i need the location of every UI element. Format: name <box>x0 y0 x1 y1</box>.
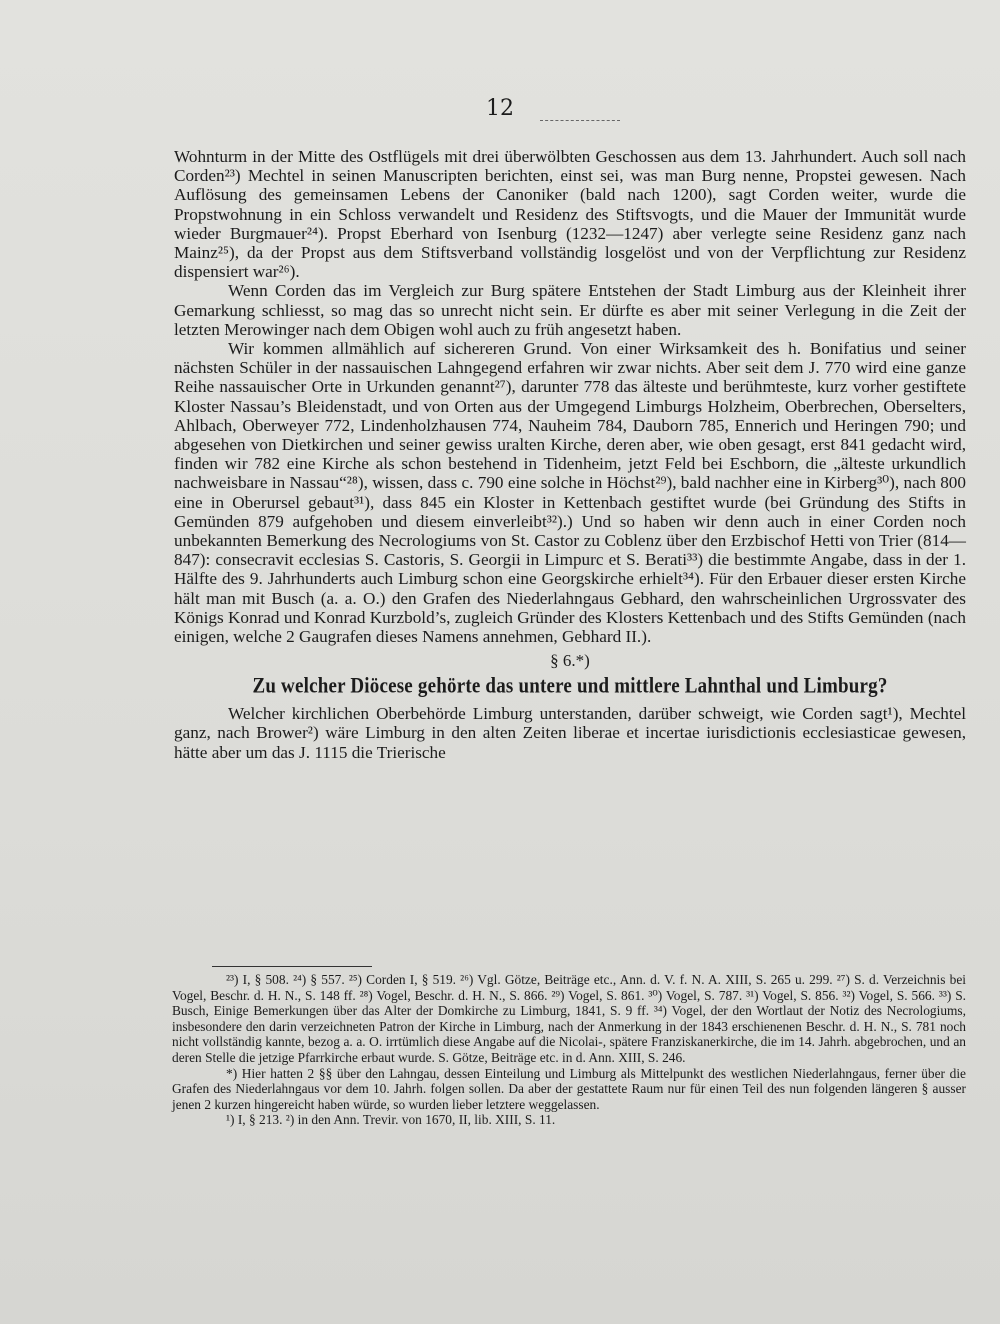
paragraph-3: Wir kommen allmählich auf sichereren Grund. Von einer Wirksamkeit des h. Bonifatius und seiner nächsten Schüler in der nassauischen Lahngegend erfahren wir zwar nichts. Aber seit dem J. 770 wird eine ganze Reihe nassauischer Orte in Urkunden genannt²⁷), darunter 778 das älteste und berühmteste, kurz vorher gestiftete Kloster Nassau’s Bleidenstadt, und von Orten aus der Umgegend Limburgs Holzheim, Oberbrechen, Oberselters, Ahlbach, Oberweyer 772, Lindenholzhausen 774, Nauheim 784, Dauborn 785, Ennerich und Heringen 790; und abgesehen von Dietkirchen und seiner gewiss uralten Kirche, deren aber, wie oben gesagt, erst 841 gedacht wird, finden wir 782 eine Kirche als schon bestehend in Tidenheim, jetzt Feld bei Eschborn, die „älteste urkundlich nachweisbare in Nassau“²⁸), wissen, dass c. 790 eine solche in Höchst²⁹), bald nachher eine in Kirberg³⁰), nach 800 eine in Oberursel gebaut³¹), dass 845 ein Kloster in Kettenbach gestiftet wurde (bei Gründung des Stifts in Gemünden 879 aufgehoben und diesem einverleibt³²).) Und so haben wir denn auch in einer Corden noch unbekannten Bemerkung des Necrologiums von St. Castor zu Coblenz über den Erzbischof Hetti von Trier (814—847): consecravit ecclesias S. Castoris, S. Georgii in Limpurc et S. Berati³³) die bestimmte Angabe, dass in der 1. Hälfte des 9. Jahrhunderts auch Limburg schon eine Georgskirche erhielt³⁴). Für den Erbauer dieser ersten Kirche hält man mit Busch (a. a. O.) den Grafen des Niederlahngaus Gebhard, den wahrscheinlichen Urgrossvater des Königs Konrad und Konrad Kurzbold’s, zugleich Gründer des Klosters Kettenbach und des Stifts Gemünden (nach einigen, welche 2 Gaugrafen dieses Namens annehmen, Gebhard II.). <box>174 339 966 647</box>
footnote-rule <box>212 966 372 967</box>
paragraph-2: Wenn Corden das im Vergleich zur Burg spätere Entstehen der Stadt Limburg aus der Kleinheit ihrer Gemarkung schliesst, so mag das so unrecht nicht sein. Er dürfte es aber mit seiner Verlegung in die Zeit der letzten Merowinger nach dem Obigen wohl auch zu früh angesetzt haben. <box>174 281 966 339</box>
section-paragraph: Welcher kirchlichen Oberbehörde Limburg unterstanden, darüber schweigt, wie Corden sagt¹), Mechtel ganz, nach Brower²) wäre Limburg in den alten Zeiten liberae et incertae iurisdictionis ecclesiasticae gewesen, hätte aber um das J. 1115 die Trierische <box>174 704 966 762</box>
main-text <box>174 147 966 762</box>
footnotes <box>172 972 966 1128</box>
paragraph-1: Wohnturm in der Mitte des Ostflügels mit drei überwölbten Geschossen aus dem 13. Jahrhundert. Auch soll nach Corden²³) Mechtel in seinen Manuscripten berichten, einst sei, was man Burg nenne, Propstei gewesen. Nach Auflösung des gemeinsamen Lebens der Canoniker (bald nach 1200), sagt Corden weiter, wurde die Propstwohnung in ein Schloss verwandelt und Residenz des Stiftsvogts, und die Mauer der Immunität wurde wieder Burgmauer²⁴). Propst Eberhard von Isenburg (1232—1247) aber verlegte seine Residenz ganz nach Mainz²⁵), da der Propst aus dem Stiftsverband vollständig losgelöst und von der Verpflichtung zur Residenz dispensiert war²⁶). <box>174 147 966 282</box>
footnote-block-1: ²³) I, § 508. ²⁴) § 557. ²⁵) Corden I, § 519. ²⁶) Vgl. Götze, Beiträge etc., Ann. d. V. f. N. A. XIII, S. 265 u. 299. ²⁷) S. d. Verzeichnis bei Vogel, Beschr. d. H. N., S. 148 ff. ²⁸) Vogel, Beschr. d. H. N., S. 866. ²⁹) Vogel, S. 861. ³⁰) Vogel, S. 787. ³¹) Vogel, S. 856. ³²) Vogel, S. 566. ³³) S. Busch, Einige Bemerkungen über das Alter der Domkirche zu Limburg, 1841, S. 9 ff. ³⁴) Vogel, der den Wortlaut der Notiz des Necrologiums, insbesondere den darin verzeichneten Patron der Kirche in Limburg, nach der Anmerkung in der 1843 erschienenen Beschr. d. H. N., S. 781 noch nicht vollständig kannte, bezog a. a. O. irrtümlich diese Angabe auf die Nicolai-, spätere Franziskanerkirche, die im 14. Jahrh. abgebrochen, und an deren Stelle die jetzige Pfarrkirche erbaut wurde. S. Götze, Beiträge etc. in d. Ann. XIII, S. 246. <box>172 972 966 1065</box>
section-heading: Zu welcher Diöcese gehörte das untere und mittlere Lahnthal und Limburg? <box>252 674 888 699</box>
page-number-ornament <box>540 120 620 121</box>
footnote-block-2: *) Hier hatten 2 §§ über den Lahngau, dessen Einteilung und Limburg als Mittelpunkt des westlichen Niederlahngaus, ferner über die Grafen des Niederlahngaus vor dem 10. Jahrh. folgen sollen. Da aber der gestattete Raum nur für einen Teil des nun folgenden längeren § ausser jenen 2 kurzen hingereicht haben würde, so wurden lieber letztere weggelassen. <box>172 1065 966 1112</box>
footnote-block-3: ¹) I, § 213. ²) in den Ann. Trevir. von 1670, II, lib. XIII, S. 11. <box>226 1112 556 1128</box>
page-number: 12 <box>486 96 514 121</box>
section-number: § 6.*) <box>550 651 590 671</box>
